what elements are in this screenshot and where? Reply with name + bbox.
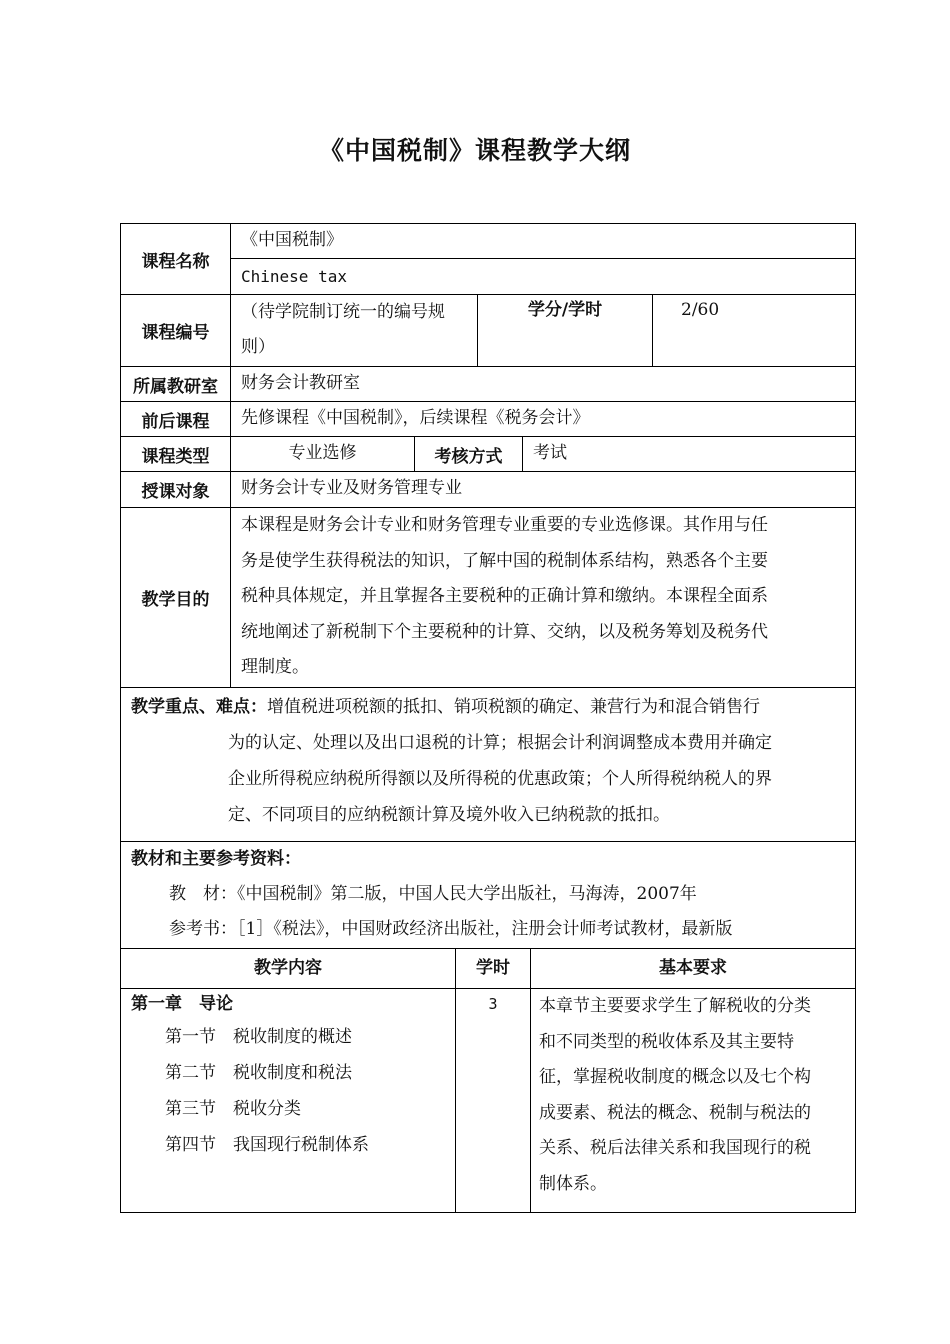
page-title: 《中国税制》课程教学大纲: [318, 136, 631, 165]
chapter-requirements-cell: 本章节主要要求学生了解税收的分类 和不同类型的税收体系及其主要特 征，掌握税收制度的概念以及七个构 成要素、税法的概念、税制与税法的 关系、税后法律关系和我国现行的税 制体系。: [530, 988, 856, 1213]
col-header-content: 教学内容: [120, 948, 456, 989]
key-points-label: 教学重点、难点：: [131, 697, 267, 717]
section-item: 第四节 我国现行税制体系: [165, 1135, 369, 1155]
reference-line: 参考书：［1］《税法》，中国财政经济出版社，注册会计师考试教材，最新版: [169, 919, 733, 939]
department-label: 所属教研室: [120, 366, 231, 402]
exam-value: 考试: [522, 436, 856, 472]
credit-label: 学分/学时: [477, 294, 653, 367]
purpose-label: 教学目的: [120, 507, 231, 688]
textbook-line: 教 材：《中国税制》第二版，中国人民大学出版社，马海涛，2007年: [169, 884, 697, 904]
section-item: 第一节 税收制度的概述: [165, 1027, 352, 1047]
prereq-value: 先修课程《中国税制》，后续课程《税务会计》: [230, 401, 856, 437]
materials-label: 教材和主要参考资料：: [131, 849, 301, 869]
col-header-requirements: 基本要求: [530, 948, 856, 989]
purpose-text: 本课程是财务会计专业和财务管理专业重要的专业选修课。其作用与任 务是使学生获得税法的知识，了解中国的税制体系结构，熟悉各个主要 税种具体规定，并且掌握各主要税种的正确计算和缴纳。本课程全面系 统地阐述了新税制下个主要税种的计算、交纳，以及税务筹划及税务代 理制度。: [230, 507, 856, 688]
department-value: 财务会计教研室: [230, 366, 856, 402]
course-name-cn: 《中国税制》: [230, 223, 856, 259]
chapter-content-cell: [120, 988, 456, 1213]
chapter-hours-cell: 3: [455, 988, 531, 1213]
section-item: 第二节 税收制度和税法: [165, 1063, 352, 1083]
key-points-section: 教学重点、难点：增值税进项税额的抵扣、销项税额的确定、兼营行为和混合销售行 为的认定、处理以及出口退税的计算；根据会计利润调整成本费用并确定 企业所得税应纳税所得额以及所得税的优惠政策；个人所得税纳税人的界 定、不同项目的应纳税额计算及境外收入已纳税款的抵扣。: [120, 687, 856, 842]
syllabus-table: [120, 223, 856, 1213]
col-header-hours: 学时: [455, 948, 531, 989]
prereq-label: 前后课程: [120, 401, 231, 437]
audience-value: 财务会计专业及财务管理专业: [230, 471, 856, 508]
course-name-label: 课程名称: [120, 223, 231, 295]
course-code-value: （待学院制订统一的编号规 则）: [230, 294, 478, 367]
section-item: 第三节 税收分类: [165, 1099, 301, 1119]
chapter-title: 第一章 导论: [131, 994, 233, 1014]
course-type-label: 课程类型: [120, 436, 231, 472]
course-type-value: 专业选修: [230, 436, 415, 472]
credit-value: 2/60: [652, 294, 856, 367]
materials-section: [120, 841, 856, 949]
exam-label: 考核方式: [414, 436, 523, 472]
audience-label: 授课对象: [120, 471, 231, 508]
course-code-label: 课程编号: [120, 294, 231, 367]
course-name-en: Chinese tax: [230, 258, 856, 295]
